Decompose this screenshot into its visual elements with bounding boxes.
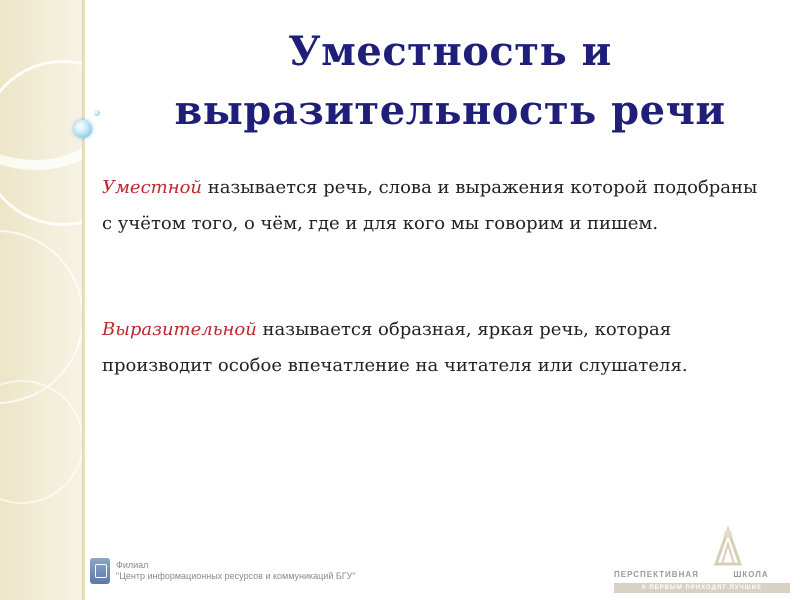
- footer-org-line-2: "Центр информационных ресурсов и коммуникаций БГУ": [116, 571, 356, 581]
- school-brand-logo-icon: [706, 524, 750, 568]
- university-emblem-icon: [90, 558, 110, 584]
- definition-text: называется речь, слова и выражения которой подобраны с учётом того, о чём, где и для кого мы говорим и пишем.: [102, 177, 758, 234]
- decorative-side-band: [0, 0, 82, 600]
- definition-paragraph-appropriate: [102, 170, 762, 242]
- brand-word-1: ПЕРСПЕКТИВНАЯ: [614, 570, 699, 579]
- definition-paragraph-expressive: [102, 312, 762, 384]
- decorative-ring: [0, 230, 82, 404]
- term-appropriate: Уместной: [102, 177, 203, 198]
- term-expressive: Выразительной: [102, 319, 257, 340]
- footer-org-line-1: Филиал: [116, 560, 149, 570]
- brand-tagline: К ПЕРВЫМ ПРИХОДЯТ ЛУЧШИЕ: [614, 583, 790, 593]
- decorative-ring: [0, 60, 82, 226]
- brand-wordmark: [614, 570, 769, 579]
- title-line-1: Уместность и: [288, 28, 612, 75]
- brand-word-2: ШКОЛА: [733, 570, 769, 579]
- title-line-2: выразительность речи: [174, 87, 726, 134]
- slide-title: [150, 22, 750, 140]
- footer-organization: [116, 560, 356, 582]
- band-edge-stripe: [82, 0, 85, 600]
- decorative-bubble-icon: [94, 110, 100, 116]
- decorative-ring: [0, 380, 82, 504]
- decorative-bubble-icon: [74, 120, 92, 138]
- definition-text: называется образная, яркая речь, которая производит особое впечатление на читателя или слушателя.: [102, 319, 688, 376]
